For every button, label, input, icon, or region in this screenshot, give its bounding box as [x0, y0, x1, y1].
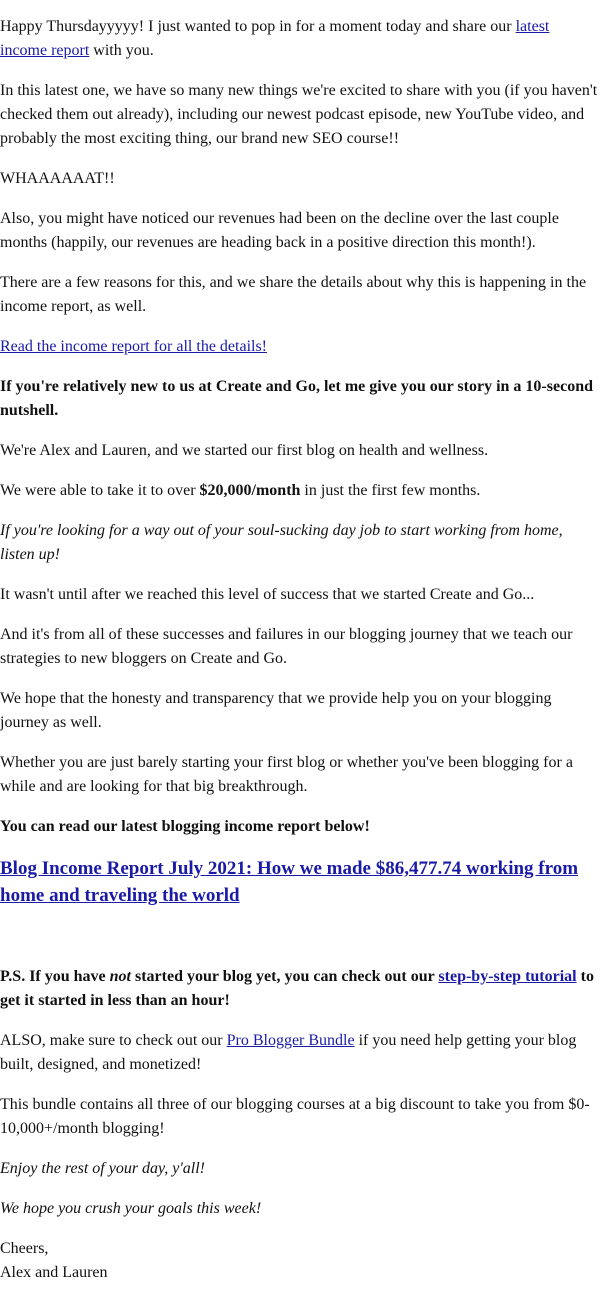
blog-income-report-link[interactable]: Blog Income Report July 2021: How we made $86,477.74 working from home and traveling the world — [0, 858, 579, 906]
journey-paragraph: And it's from all of these successes and failures in our blogging journey that we teach our strategies to new bloggers on Create and Go. — [0, 626, 573, 667]
signature: Alex and Lauren — [0, 1264, 108, 1281]
report-link-heading — [0, 855, 598, 909]
enjoy-paragraph — [0, 1157, 598, 1181]
listen-paragraph — [0, 519, 598, 567]
money-amount: $20,000/month — [199, 482, 301, 499]
intro-text: Happy Thursdayyyyy! I just wanted to pop in for a moment today and share our — [0, 18, 516, 35]
honesty-paragraph: We hope that the honesty and transparency that we provide help you on your blogging journey as well. — [0, 690, 552, 731]
alex-paragraph: We're Alex and Lauren, and we started our first blog on health and wellness. — [0, 442, 489, 459]
money-paragraph — [0, 479, 598, 503]
revenue-paragraph: Also, you might have noticed our revenues had been on the decline over the last couple months (happily, our revenues are heading back in a positive direction this month!). — [0, 210, 559, 251]
money-text: We were able to take it to over — [0, 482, 200, 499]
ps-paragraph — [0, 965, 598, 1013]
step-by-step-tutorial-link[interactable]: step-by-step tutorial — [438, 968, 577, 985]
ps-text-start: P.S. If you have — [0, 968, 110, 985]
story-text: If you're relatively new to us at Create and Go, let me give you our story in a 10-second nutshell. — [0, 378, 593, 419]
intro-text-end: with you. — [89, 42, 154, 59]
read-below-text: You can read our latest blogging income report below! — [0, 818, 370, 835]
also-paragraph — [0, 1029, 598, 1077]
latest-paragraph: In this latest one, we have so many new things we're excited to share with you (if you haven't checked them out already), including our newest podcast episode, new YouTube video, and probably the most exciting thing, our brand new SEO course!! — [0, 82, 598, 147]
reasons-paragraph: There are a few reasons for this, and we share the details about why this is happening in the income report, as well. — [0, 274, 587, 315]
crush-text: We hope you crush your goals this week! — [0, 1200, 262, 1217]
signoff-block — [0, 1237, 598, 1285]
story-paragraph — [0, 375, 598, 423]
signoff: Cheers, — [0, 1240, 49, 1257]
enjoy-text: Enjoy the rest of your day, y'all! — [0, 1160, 206, 1177]
ps-text-end: to get it started in less than an hour! — [0, 968, 594, 1009]
latest-income-report-link[interactable]: latest income report — [0, 18, 550, 59]
ps-text-middle: started your blog yet, you can check out our — [131, 968, 439, 985]
details-paragraph — [0, 335, 598, 359]
crush-paragraph — [0, 1197, 598, 1221]
bundle-paragraph: This bundle contains all three of our blogging courses at a big discount to take you from $0-10,000+/month blogging! — [0, 1096, 590, 1137]
money-text-end: in just the first few months. — [300, 482, 481, 499]
read-below-paragraph — [0, 815, 598, 839]
what-paragraph: WHAAAAAAT!! — [0, 170, 115, 187]
pro-blogger-bundle-link[interactable]: Pro Blogger Bundle — [226, 1032, 355, 1049]
whether-paragraph: Whether you are just barely starting your first blog or whether you've been blogging for a while and are looking for that big breakthrough. — [0, 754, 573, 795]
also-text: ALSO, make sure to check out our — [0, 1032, 227, 1049]
also-text-end: if you need help getting your blog built, designed, and monetized! — [0, 1032, 577, 1073]
listen-text: If you're looking for a way out of your soul-sucking day job to start working from home, listen up! — [0, 522, 563, 563]
ps-text — [0, 968, 594, 1009]
success-paragraph: It wasn't until after we reached this level of success that we started Create and Go... — [0, 586, 535, 603]
ps-not: not — [109, 968, 131, 985]
spacer — [0, 925, 598, 965]
intro-paragraph — [0, 15, 598, 63]
read-income-report-link[interactable]: Read the income report for all the details! — [0, 338, 268, 355]
